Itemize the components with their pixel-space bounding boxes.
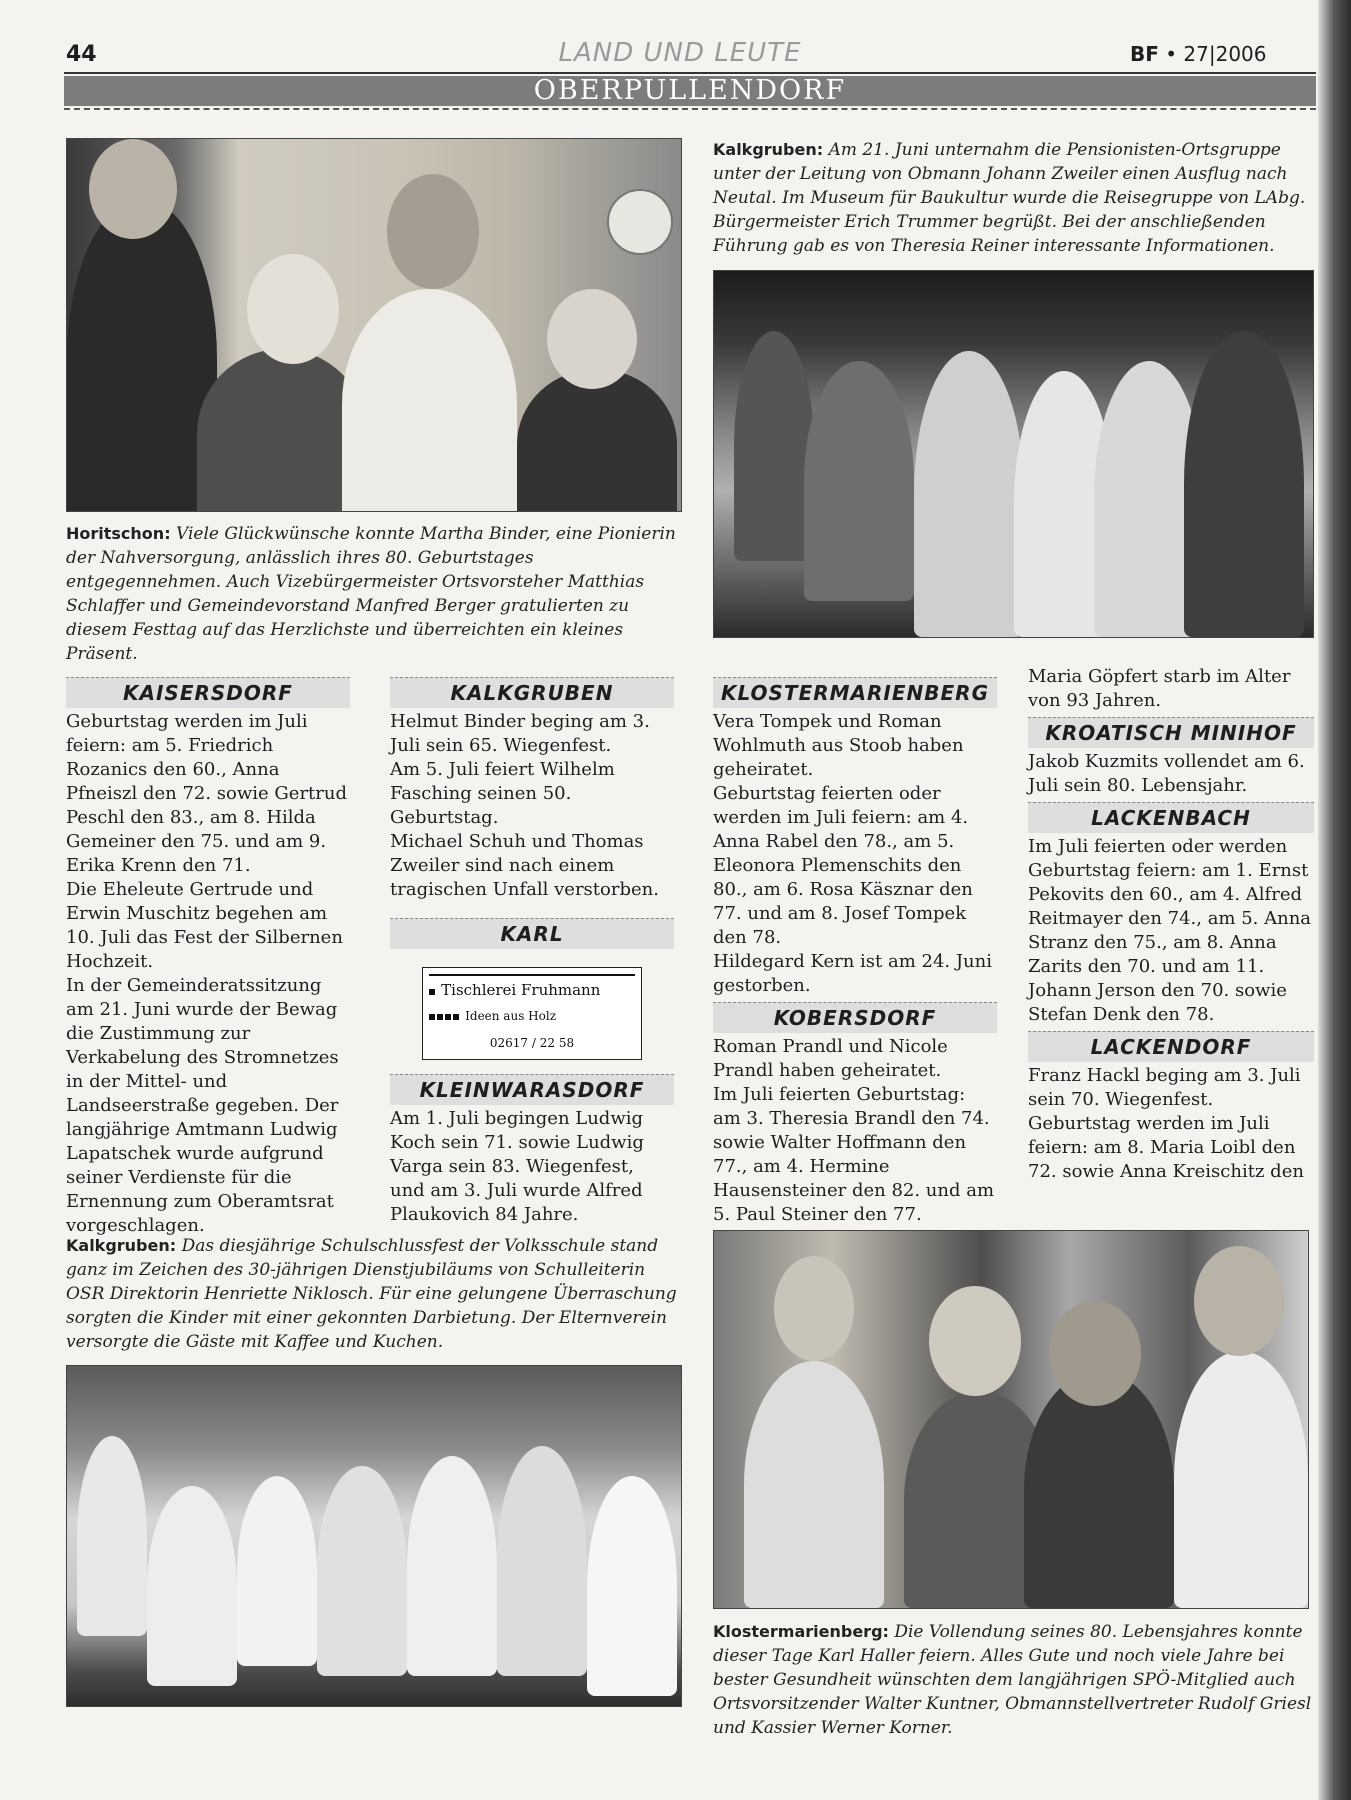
- caption-lead: Kalkgruben:: [713, 140, 824, 159]
- ad-name: Tischlerei Fruhmann: [441, 981, 601, 999]
- ad-square-icon: [453, 1014, 459, 1020]
- paragraph: Helmut Binder beging am 3. Juli sein 65. Wiegenfest.: [390, 711, 650, 756]
- caption-klostermarienberg: [713, 1620, 1313, 1740]
- region-dashed-rule: [64, 108, 1316, 110]
- ad-square-icon: [429, 1014, 435, 1020]
- issue-label: [1130, 42, 1267, 66]
- person-head: [247, 254, 339, 364]
- wall-plate: [607, 189, 673, 255]
- person-figure: [67, 199, 217, 512]
- caption-lead: Klostermarienberg:: [713, 1622, 889, 1641]
- paragraph: Im Juli feierten Geburtstag: am 3. Theresia Brandl den 74. sowie Walter Hoffmann den 77., am 4. Hermine Hausensteiner den 82. und am 5. Paul Steiner den 77.: [713, 1084, 995, 1225]
- person-figure: [914, 351, 1024, 637]
- ad-square-icon: [429, 989, 435, 995]
- ad-square-icon: [445, 1014, 451, 1020]
- heading-kaisersdorf: KAISERSDORF: [66, 677, 350, 708]
- heading-kalkgruben: KALKGRUBEN: [390, 677, 674, 708]
- issue-separator: •: [1165, 42, 1178, 66]
- ad-square-icon: [437, 1014, 443, 1020]
- person-figure: [804, 361, 914, 601]
- column-kroatisch-lacken: [1028, 665, 1314, 1184]
- heading-klostermarienberg: KLOSTERMARIENBERG: [713, 677, 997, 708]
- caption-lead: Kalkgruben:: [66, 1236, 177, 1255]
- paragraph: Geburtstag werden im Juli feiern: am 5. Friedrich Rozanics den 60., Anna Pfneiszl den 72. sowie Gertrud Peschl den 83., am 8. Hilda Gemeiner den 75. und am 9. Erika Krenn den 71.: [66, 711, 348, 876]
- person-figure: [1024, 1371, 1174, 1608]
- person-figure: [744, 1361, 884, 1608]
- person-head: [1049, 1301, 1141, 1406]
- region-title: OBERPULLENDORF: [533, 75, 847, 106]
- publication-name: BF: [1130, 42, 1159, 66]
- person-figure: [342, 289, 517, 512]
- person-head: [89, 139, 177, 239]
- caption-kalkgruben-excursion: [713, 138, 1313, 258]
- photo-karl-haller: [713, 1230, 1309, 1609]
- paragraph: Vera Tompek und Roman Wohlmuth aus Stoob haben geheiratet.: [713, 711, 964, 780]
- person-figure: [1174, 1351, 1308, 1608]
- person-figure: [407, 1456, 497, 1676]
- paragraph: Im Juli feierten oder werden Geburtstag feiern: am 1. Ernst Pekovits den 60., am 4. Alfred Reitmayer den 74., am 5. Anna Stranz den 75., am 8. Anna Zarits den 70. und am 11. Johann Jerson den 70. sowie Stefan Denk den 78.: [1028, 836, 1312, 1025]
- person-figure: [1184, 331, 1304, 637]
- ad-phone: 02617 / 22 58: [489, 1036, 575, 1050]
- person-figure: [734, 331, 814, 561]
- paragraph: Hildegard Kern ist am 24. Juni gestorben.: [713, 951, 992, 996]
- page-number: 44: [66, 42, 97, 67]
- advertisement-tischlerei: [422, 967, 642, 1060]
- paragraph: Franz Hackl beging am 3. Juli sein 70. Wiegenfest.: [1028, 1065, 1301, 1110]
- heading-kleinwarasdorf: KLEINWARASDORF: [390, 1074, 674, 1105]
- paragraph: Geburtstag werden im Juli feiern: am 8. Maria Loibl den 72. sowie Anna Kreischitz den: [1028, 1113, 1304, 1182]
- heading-lackenbach: LACKENBACH: [1028, 802, 1314, 833]
- caption-text: Das diesjährige Schulschlussfest der Volksschule stand ganz im Zeichen des 30-jährigen Dienstjubiläums von Schulleiterin OSR Direktorin Henriette Niklosch. Für eine gelungene Überraschung sorgten die Kinder mit einer gekonnten Darbietung. Der Elternverein versorgte die Gäste mit Kaffee und Kuchen.: [66, 1236, 677, 1352]
- person-figure: [237, 1476, 317, 1666]
- photo-kalkgruben-group: [713, 270, 1314, 638]
- issue-number: 27|2006: [1183, 42, 1267, 66]
- paragraph: Michael Schuh und Thomas Zweiler sind nach einem tragischen Unfall verstorben.: [390, 831, 659, 900]
- photo-schulschlussfest: [66, 1365, 682, 1707]
- column-kaisersdorf: [66, 673, 350, 1238]
- page-binding-edge: [1318, 0, 1351, 1800]
- paragraph: In der Gemeinderatssitzung am 21. Juni wurde der Bewag die Zustimmung zur Verkabelung des Stromnetzes in der Mittel- und Landseerstraße gegeben. Der langjährige Amtmann Ludwig Lapatschek wurde aufgrund seiner Verdienste für die Ernennung zum Oberamtsrat vorgeschlagen.: [66, 975, 339, 1236]
- paragraph: Maria Göpfert starb im Alter von 93 Jahren.: [1028, 666, 1291, 711]
- person-head: [547, 289, 637, 389]
- heading-kroatisch-minihof: KROATISCH MINIHOF: [1028, 717, 1314, 748]
- header-rule: [64, 72, 1316, 74]
- person-figure: [497, 1446, 587, 1676]
- person-figure: [317, 1466, 407, 1676]
- person-head: [387, 174, 479, 289]
- person-figure: [77, 1436, 147, 1636]
- heading-karl: KARL: [390, 918, 674, 949]
- column-kalkgruben: [390, 673, 674, 1227]
- caption-text: Die Vollendung seines 80. Lebensjahres konnte dieser Tage Karl Haller feiern. Alles Gute und noch viele Jahre bei bester Gesundheit wünschten dem langjährigen SPÖ-Mitglied auch Ortsvorsitzender Walter Kuntner, Obmannstellvertreter Rudolf Griesl und Kassier Werner Korner.: [713, 1622, 1312, 1738]
- person-head: [1194, 1246, 1284, 1356]
- ad-rule: [429, 974, 635, 976]
- heading-lackendorf: LACKENDORF: [1028, 1031, 1314, 1062]
- paragraph: Die Eheleute Gertrude und Erwin Muschitz begehen am 10. Juli das Fest der Silbernen Hochzeit.: [66, 879, 343, 972]
- person-head: [774, 1256, 854, 1361]
- person-figure: [517, 369, 677, 512]
- caption-horitschon: [66, 522, 680, 666]
- paragraph: Am 5. Juli feiert Wilhelm Fasching seinen 50. Geburtstag.: [390, 759, 615, 828]
- person-head: [929, 1286, 1021, 1396]
- caption-text: Viele Glückwünsche konnte Martha Binder, eine Pionierin der Nahversorgung, anlässlich ihres 80. Geburtstages entgegennehmen. Auch Vizebürgermeister Ortsvorsteher Matthias Schlaffer und Gemeindevorstand Manfred Berger gratulierten zu diesem Festtag auf das Herzlichste und überreichten ein kleines Präsent.: [66, 524, 676, 664]
- caption-text: Am 21. Juni unternahm die Pensionisten-Ortsgruppe unter der Leitung von Obmann Johann Zweiler einen Ausflug nach Neutal. Im Museum für Baukultur wurde die Reisegruppe von LAbg. Bürgermeister Erich Trummer begrüßt. Bei der anschließenden Führung gab es von Theresia Reiner interessante Informationen.: [713, 140, 1306, 256]
- caption-kalkgruben-schulschlussfest: [66, 1234, 680, 1354]
- caption-lead: Horitschon:: [66, 524, 171, 543]
- photo-horitschon: [66, 138, 682, 512]
- person-figure: [147, 1486, 237, 1686]
- section-title: LAND UND LEUTE: [558, 38, 802, 68]
- paragraph: Roman Prandl und Nicole Prandl haben geheiratet.: [713, 1036, 948, 1081]
- paragraph: Jakob Kuzmits vollendet am 6. Juli sein 80. Lebensjahr.: [1028, 751, 1305, 796]
- paragraph: Am 1. Juli begingen Ludwig Koch sein 71. sowie Ludwig Varga sein 83. Wiegenfest, und am 3. Juli wurde Alfred Plaukovich 84 Jahre.: [390, 1108, 644, 1225]
- heading-kobersdorf: KOBERSDORF: [713, 1002, 997, 1033]
- paragraph: Geburtstag feierten oder werden im Juli feiern: am 4. Anna Rabel den 78., am 5. Eleonora Plemenschits den 80., am 6. Rosa Käsznar den 77. und am 8. Josef Tompek den 78.: [713, 783, 973, 948]
- ad-tagline: Ideen aus Holz: [465, 1009, 557, 1023]
- person-figure: [587, 1476, 677, 1696]
- column-klostermarienberg: [713, 673, 997, 1227]
